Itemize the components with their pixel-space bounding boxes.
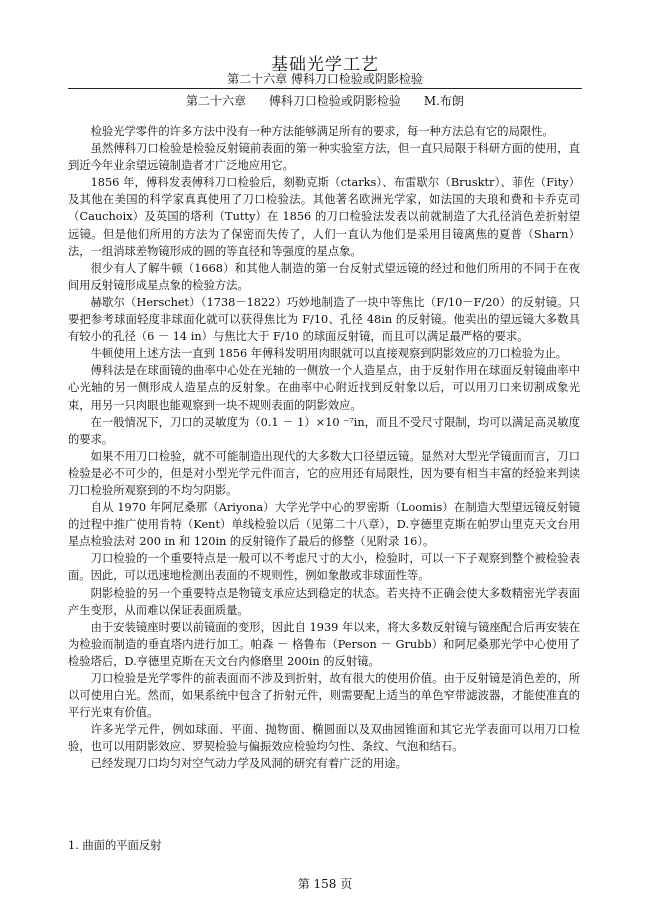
paragraph: 很少有人了解牛顿（1668）和其他人制造的第一台反射式望远镜的经过和他们所用的不同于在夜间用反射镜形成星点象的检验方法。 <box>68 261 580 292</box>
paragraph: 傅科法是在球面镜的曲率中心处在光轴的一侧放一个人造星点，由于反射作用在球面反射镜曲率中心光轴的另一侧形成人造星点的反射象。在曲率中心附近找到反射象以后，可以用刀口来切割成象光束，用另一只肉眼也能观察到一块不规则表面的阴影效应。 <box>68 364 580 412</box>
paragraph: 由于安装镜座时要以前镜面的变形，因此自 1939 年以来，将大多数反射镜与镜座配合后再安装在为检验而制造的垂直塔内进行加工。帕森 － 格鲁布（Person － Grubb）和阿尼桑那光学中心使用了检验塔后，D.亨德里克斯在天文台内修磨里 200in 的反射镜。 <box>68 620 580 668</box>
paragraph: 刀口检验的一个重要特点是一般可以不考虑尺寸的大小，检验时，可以一下子观察到整个被检验表面。因此，可以迅速地检测出表面的不规则性，例如象散或非球面性等。 <box>68 552 580 583</box>
paragraph: 刀口检验是光学零件的前表面而不涉及到折射，故有很大的使用价值。由于反射镜是消色差的，所以可使用白光。然而，如果系统中包含了折射元件，则需要配上适当的单色窄带滤波器，才能使准直的平行光束有价值。 <box>68 672 580 720</box>
paragraph: 牛顿使用上述方法一直到 1856 年傅科发明用肉眼就可以直接观察到阴影效应的刀口检验为止。 <box>90 347 568 361</box>
body-text <box>68 123 580 773</box>
page-number: 第 158 页 <box>297 877 353 891</box>
running-head: 第二十六章 傅科刀口检验或阴影检验 <box>227 72 423 86</box>
header-rule <box>68 88 582 89</box>
paragraph: 1856 年，傅科发表傅科刀口检验后，刻勒克斯（ctarks）、布雷歇尔（Brusktr）、菲佐（Fity）及其他在美国的科学家真真使用了刀口检验法。其他著名欧洲光学家，如法国的夫琅和费和卡乔克司（Cauchoix）及英国的塔利（Tutty）在 1856 的刀口检验法发表以前就制造了大孔径消色差折射望远镜。但是他们所用的方法为了保密而失传了，人们一直认为他们是采用目镜离焦的夏普（Sharn）法，一组消球差物镜形成的圆的等直径和等强度的星点象。 <box>68 176 580 258</box>
paragraph: 许多光学元件，例如球面、平面、抛物面、椭圆面以及双曲园锥面和其它光学表面可以用刀口检验，也可以用阴影效应、罗契检验与偏振效应检验均匀性、条纹、气泡和结石。 <box>68 723 580 754</box>
section-heading: 1. 曲面的平面反射 <box>68 839 162 852</box>
book-title: 基础光学工艺 <box>271 55 379 75</box>
paragraph: 如果不用刀口检验，就不可能制造出现代的大多数大口径望远镜。显然对大型光学镜面而言，刀口检验是必不可少的，但是对小型光学元件而言，它的应用还有局限性，因为要有相当丰富的经验来判读刀口检验所观察到的不均匀阴影。 <box>68 449 580 497</box>
paragraph: 已经发现刀口均匀对空气动力学及风洞的研究有着广泛的用途。 <box>90 757 407 771</box>
paragraph: 在一般情况下，刀口的灵敏度为（0.1 － 1）×10 ⁻⁷in，而且不受尺寸限制，均可以满足高灵敏度的要求。 <box>68 415 580 446</box>
paragraph: 自从 1970 年阿尼桑那（Ariyona）大学光学中心的罗密斯（Loomis）在制造大型望远镜反射镜的过程中推广使用肯特（Kent）单线检验以后（见第二十八章），D.亨德里克斯在帕罗山里克天文台用星点检验法对 200 in 和 120in 的反射镜作了最后的修整（见附录 16）。 <box>68 501 580 549</box>
paragraph: 赫歇尔（Herschet）（1738－1822）巧妙地制造了一块中等焦比（F/10－F/20）的反射镜。只要把参考球面轻度非球面化就可以获得焦比为 F/10、孔径 48in 的反射镜。他卖出的望远镜大多数具有较小的孔径（6 － 14 in）与焦比大于 F/10 的球面反射镜，而且可以满足最严格的要求。 <box>68 295 580 344</box>
paragraph: 虽然傅科刀口检验是检验反射镜前表面的第一种实验室方法，但一直只局限于科研方面的使用，直到近今年业余望远镜制造者才广泛地应用它。 <box>68 142 580 173</box>
paragraph: 阴影检验的另一个重要特点是物镜支承应达到稳定的状态。若夹持不正确会使大多数精密光学表面产生变形，从而难以保证表面质量。 <box>68 586 580 617</box>
chapter-heading: 第二十六章 傅科刀口检验或阴影检验 M.布朗 <box>186 94 464 108</box>
paragraph: 检验光学零件的许多方法中没有一种方法能够满足所有的要求，每一种方法总有它的局限性。 <box>90 125 554 138</box>
